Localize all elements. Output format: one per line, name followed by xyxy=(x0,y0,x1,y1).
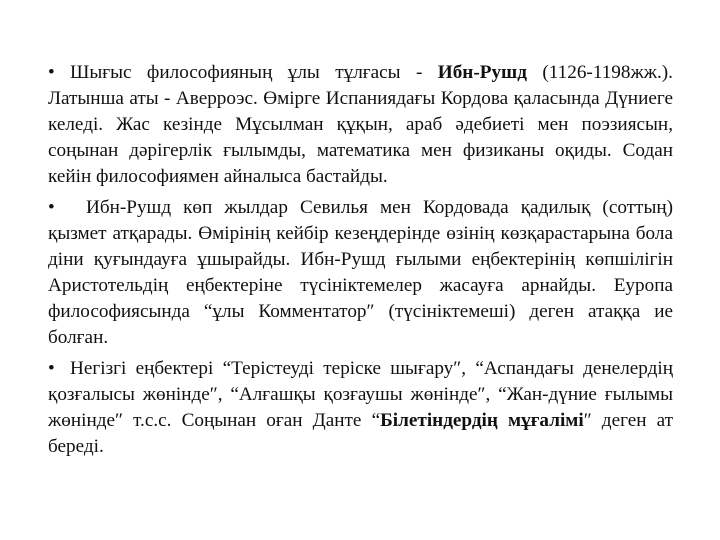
paragraph-2 xyxy=(48,195,673,351)
paragraph-3 xyxy=(48,356,673,460)
paragraph-1-bold-name: Ибн-Рушд xyxy=(437,62,527,83)
paragraph-1-text-before: Шығыс философияның ұлы тұлғасы - xyxy=(70,62,438,83)
paragraph-3-text-before: Негізгі еңбектері “Терістеуді теріске шығару″, “Аспандағы денелердің қозғалысы жөнінде″, “Алғашқы қозғаушы жөнінде″, “Жан-дүние ғылымы жөнінде″ т.с.с. Соңынан оған Данте “ xyxy=(48,358,673,431)
paragraph-1-text-after: (1126-1198жж.). Латынша аты - Аверроэс. Өмірге Испаниядағы Кордова қаласында Дүниеге келеді. Жас кезінде Мұсылман құқын, араб әдебиеті мен поэзиясын, соңынан дәрігерлік ғылымды, математика мен физиканы оқиды. Содан кейін философиямен айналыса бастайды. xyxy=(48,62,673,187)
paragraph-3-text-after: ″ деген ат береді. xyxy=(48,410,674,457)
paragraph-3-bold-title: Білетіндердің мұғалімі xyxy=(380,410,584,431)
bullet-icon: • xyxy=(48,358,55,379)
bullet-icon: • xyxy=(48,62,55,83)
paragraph-2-text: Ибн-Рушд көп жылдар Севилья мен Кордовада қадилық (соттың) қызмет атқарады. Өмірінің кейбір кезеңдерінде өзінің көзқарастарына бола діни қуғындауға ұшырайды. Ибн-Рушд ғылыми еңбектерінің көпшілігін Аристотельдің еңбектеріне түсініктемелер жасауға арнайды. Еуропа философиясында “ұлы Комментатор″ (түсініктемеші) деген атаққа ие болған. xyxy=(48,197,673,348)
bullet-icon: • xyxy=(48,197,55,218)
paragraph-1 xyxy=(48,60,673,190)
text-body xyxy=(48,60,673,465)
